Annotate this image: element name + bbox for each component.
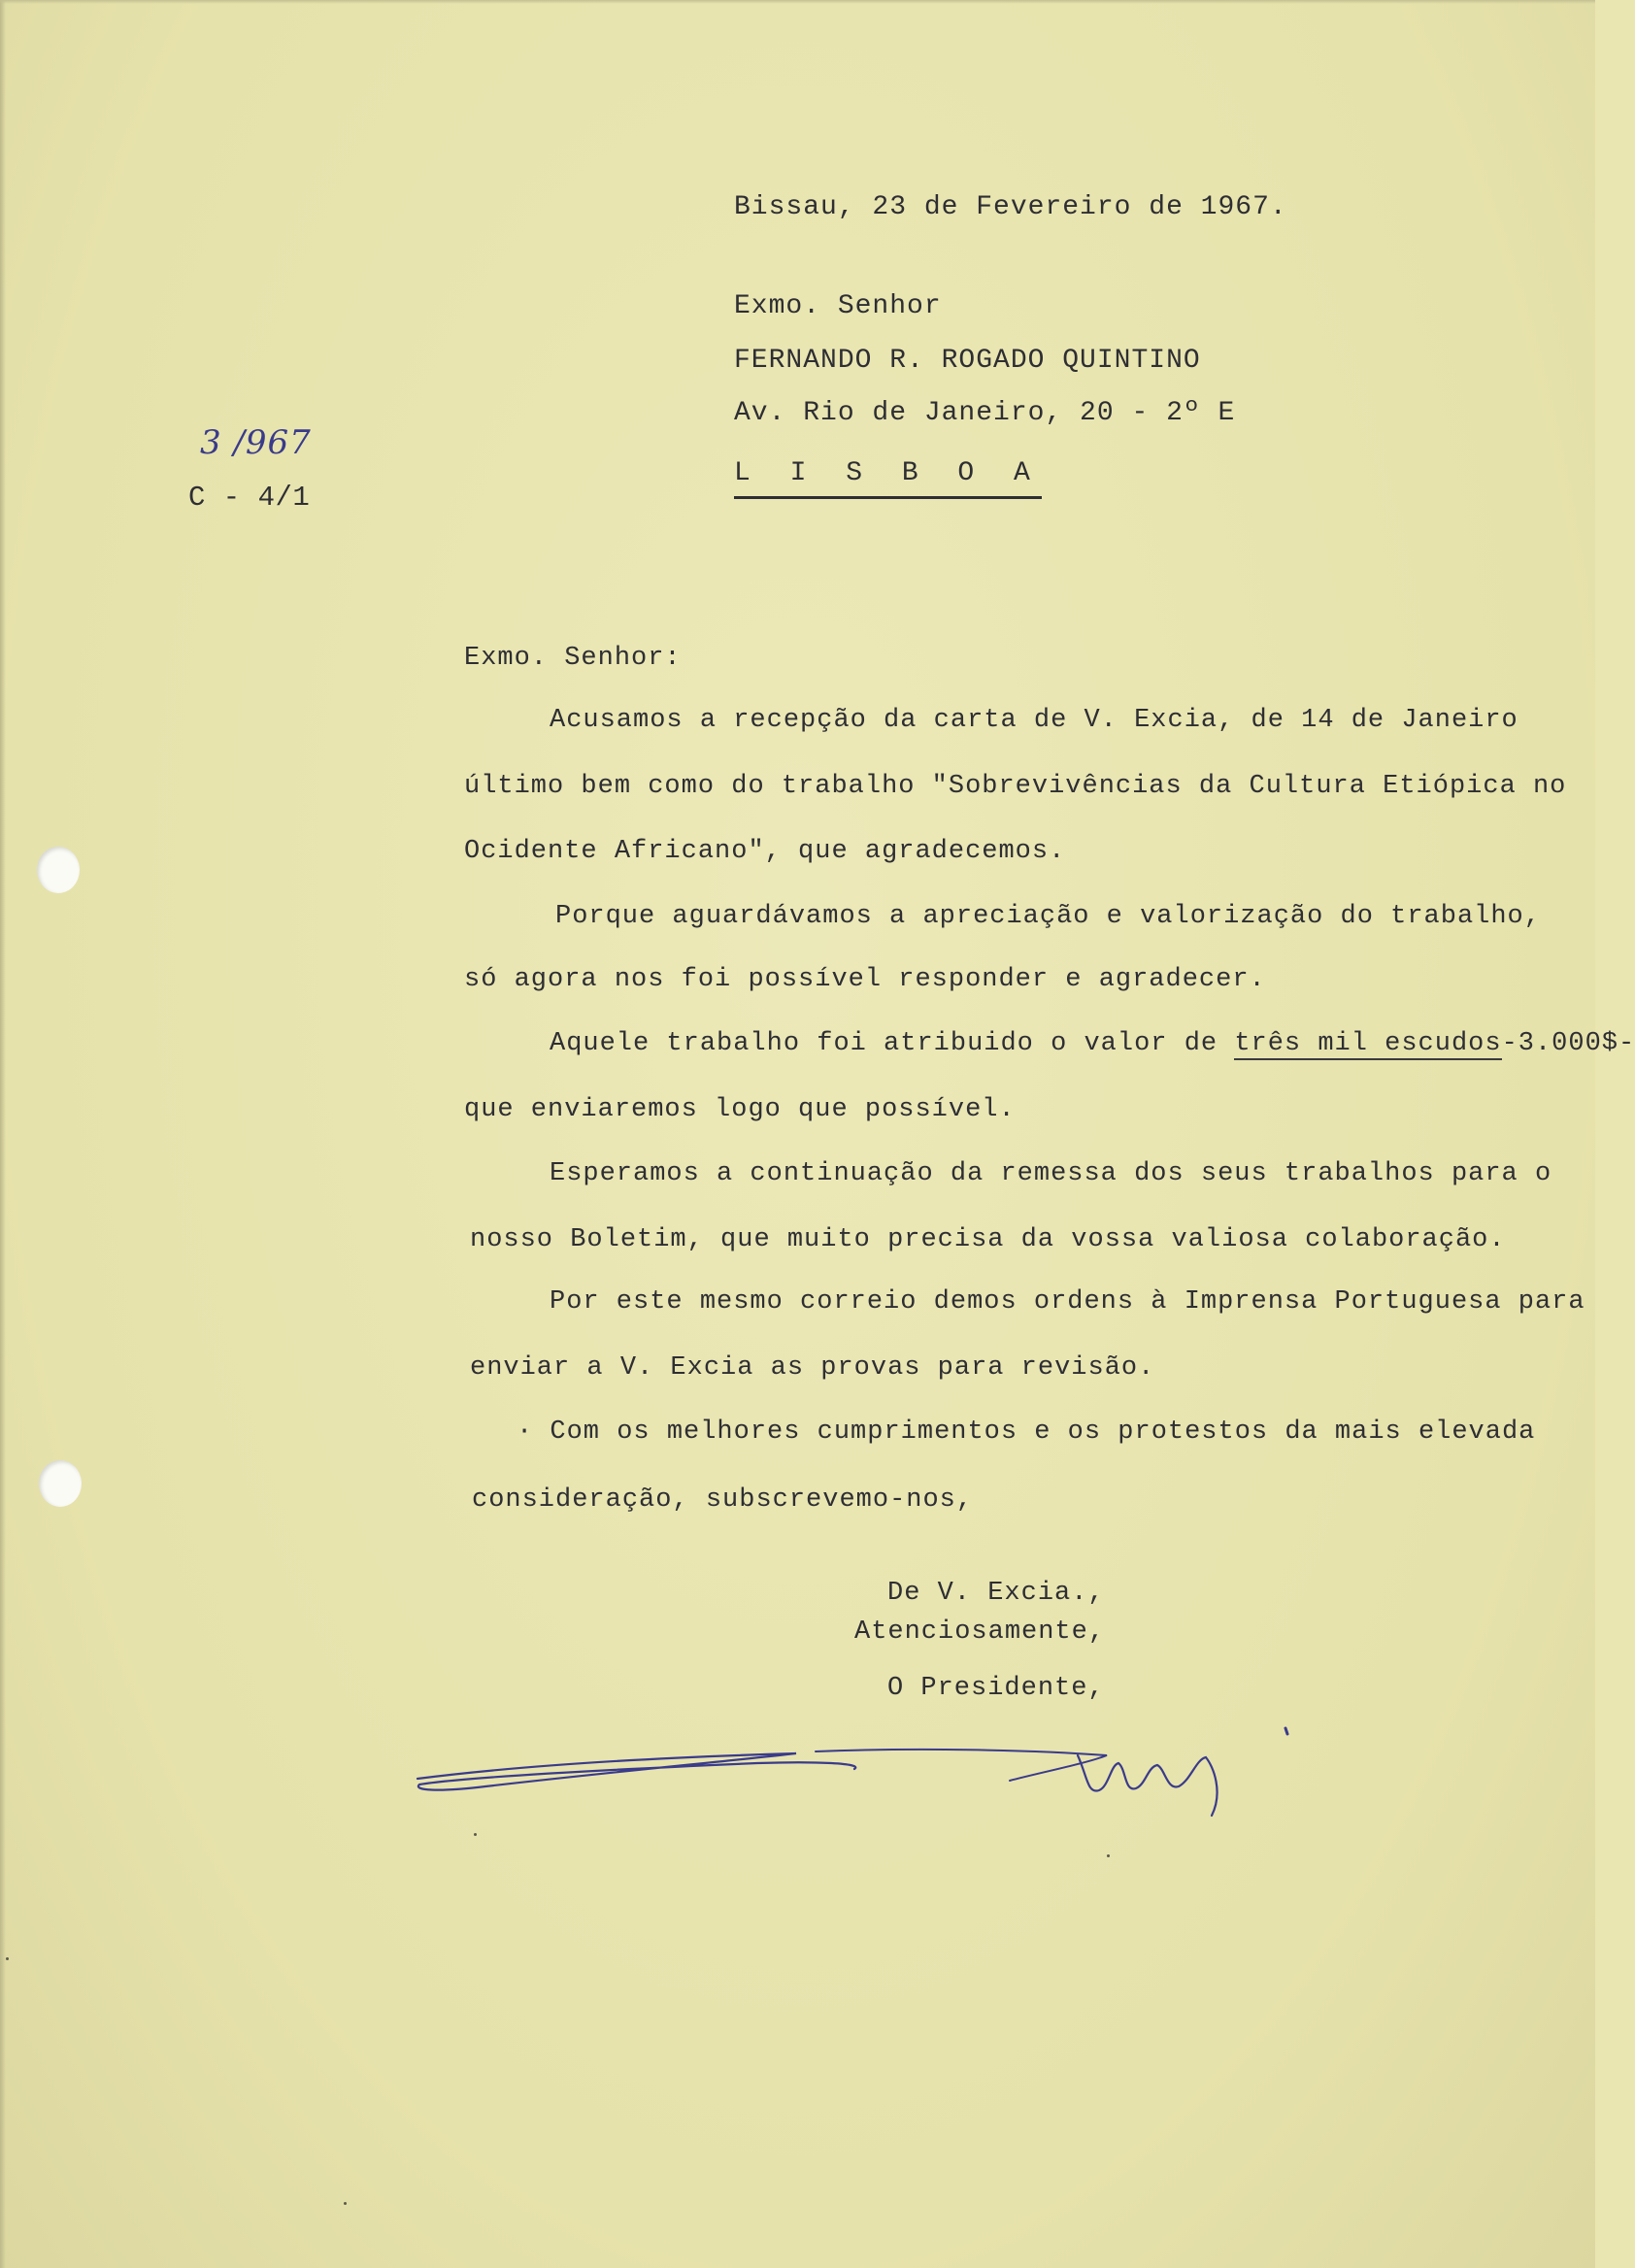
date-line: Bissau, 23 de Fevereiro de 1967. xyxy=(734,192,1287,222)
handwritten-signature xyxy=(408,1709,1350,1825)
body-line: Acusamos a recepção da carta de V. Excia, de 14 de Janeiro xyxy=(550,706,1518,735)
closing-line: Atenciosamente, xyxy=(854,1618,1106,1647)
body-line: que enviaremos logo que possível. xyxy=(464,1095,1016,1124)
addressee-salutation: Exmo. Senhor xyxy=(734,291,942,321)
punch-hole-upper xyxy=(37,847,80,893)
closing-signatory-title: O Presidente, xyxy=(887,1674,1105,1703)
paper-left-edge xyxy=(0,0,6,2268)
closing-line: De V. Excia., xyxy=(887,1579,1105,1608)
punch-hole-lower xyxy=(39,1460,82,1507)
addressee-name: FERNANDO R. ROGADO QUINTINO xyxy=(734,346,1201,376)
amount-in-figures: -3.000$- xyxy=(1501,1029,1635,1058)
paper-speck xyxy=(1107,1854,1110,1857)
body-line: Porque aguardávamos a apreciação e valorização do trabalho, xyxy=(555,902,1541,931)
body-line: só agora nos foi possível responder e agradecer. xyxy=(464,965,1266,994)
paper-speck xyxy=(6,1957,9,1960)
addressee-street: Av. Rio de Janeiro, 20 - 2º E xyxy=(734,398,1236,428)
reference-number: 3 /967 xyxy=(200,423,312,462)
body-line: consideração, subscrevemo-nos, xyxy=(472,1485,974,1515)
paper-speck xyxy=(474,1833,477,1836)
body-line: enviar a V. Excia as provas para revisão. xyxy=(470,1353,1155,1383)
body-line: · Com os melhores cumprimentos e os protestos da mais elevada xyxy=(517,1418,1536,1447)
paper-top-edge xyxy=(0,0,1595,4)
paper-speck xyxy=(344,2202,347,2205)
body-line: Esperamos a continuação da remessa dos seus trabalhos para o xyxy=(550,1159,1552,1188)
amount-line xyxy=(550,1029,1635,1058)
file-code: C - 4/1 xyxy=(188,482,311,514)
amount-in-words: três mil escudos xyxy=(1234,1029,1502,1058)
body-line: último bem como do trabalho "Sobrevivências da Cultura Etiópica no xyxy=(464,772,1567,801)
body-line: nosso Boletim, que muito precisa da vossa valiosa colaboração. xyxy=(470,1225,1506,1254)
addressee-city: L I S B O A xyxy=(734,458,1042,499)
body-line: Por este mesmo correio demos ordens à Imprensa Portuguesa para xyxy=(550,1287,1585,1317)
greeting: Exmo. Senhor: xyxy=(464,644,682,673)
amount-line-prefix: Aquele trabalho foi atribuido o valor de xyxy=(550,1029,1235,1058)
body-line: Ocidente Africano", que agradecemos. xyxy=(464,837,1066,866)
